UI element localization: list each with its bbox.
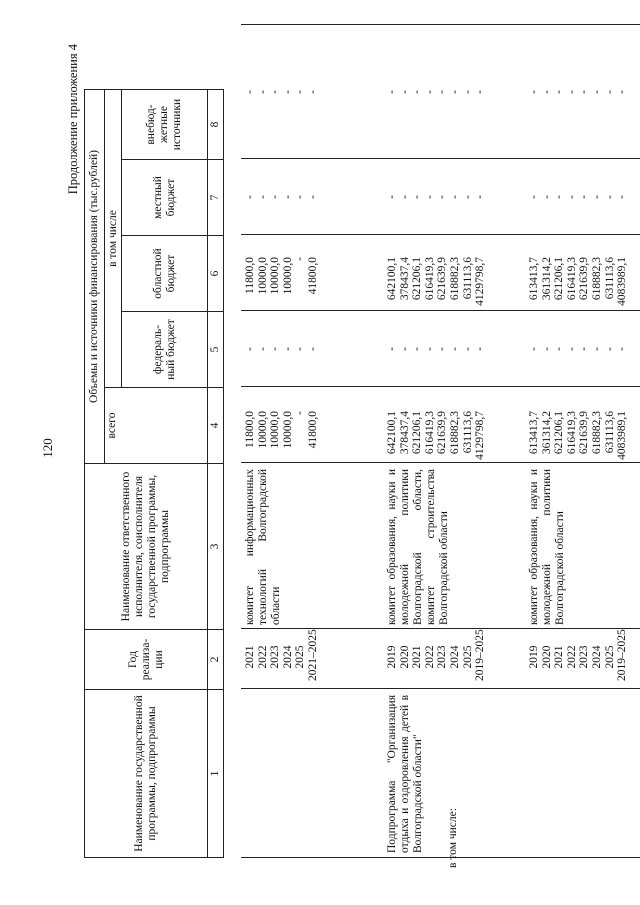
year-cell: 2022 xyxy=(256,645,269,669)
extrabudget-cell: - xyxy=(306,90,319,94)
extrabudget-cell: - xyxy=(540,90,553,94)
year-column-block-3 xyxy=(528,629,629,681)
extrabudget-cell: - xyxy=(281,90,294,94)
extrabudget-cell: - xyxy=(461,90,474,94)
total-cell: 642100,1 xyxy=(386,411,398,455)
year-cell: 2025 xyxy=(461,645,474,669)
regional-cell: 378437,4 xyxy=(398,257,411,301)
year-cell: 2022 xyxy=(423,645,436,669)
local-cell: - xyxy=(578,195,591,199)
total-cell: 10000,0 xyxy=(281,411,294,449)
regional-cell: - xyxy=(294,257,307,261)
year-cell: 2020 xyxy=(398,645,411,669)
year-cell: 2021 xyxy=(244,645,256,669)
regional-cell: 10000,0 xyxy=(269,257,282,295)
regional-cell: 4083989,1 xyxy=(616,257,629,306)
regional-cell: 613413,7 xyxy=(528,257,540,301)
year-cell: 2020 xyxy=(540,645,553,669)
year-cell: 2023 xyxy=(578,645,591,669)
table-body xyxy=(241,24,640,858)
federal-column-block-1 xyxy=(244,311,320,387)
regional-cell: 616419,3 xyxy=(423,257,436,301)
rotated-document xyxy=(60,22,640,872)
total-cell: 361314,2 xyxy=(540,411,553,455)
extrabudget-column-block-1 xyxy=(244,25,320,159)
header-total: всего xyxy=(105,388,208,464)
year-cell: 2025 xyxy=(603,645,616,669)
executor-text: комитет образования, науки и молодежной политики Волгоградской области xyxy=(528,469,566,625)
local-cell: - xyxy=(553,195,566,199)
federal-cell: - xyxy=(294,347,307,351)
regional-cell: 10000,0 xyxy=(281,257,294,295)
regional-cell: 621639,9 xyxy=(436,257,449,301)
header-program-name: Наименование государственной программы, подпрограммы xyxy=(85,690,208,858)
extrabudget-cell: - xyxy=(398,90,411,94)
extrabudget-cell: - xyxy=(616,90,629,94)
total-cell: 631113,6 xyxy=(461,411,474,454)
regional-cell: 41800,0 xyxy=(306,257,319,295)
local-cell: - xyxy=(306,195,319,199)
extrabudget-cell: - xyxy=(436,90,449,94)
in-that-number-label: в том числе: xyxy=(447,808,459,868)
total-cell: 41800,0 xyxy=(306,411,319,449)
extrabudget-cell: - xyxy=(411,90,424,94)
total-column-block-3 xyxy=(528,411,629,461)
total-cell: 616419,3 xyxy=(565,411,578,455)
header-extrabudget: внебюд-жетные источники xyxy=(122,90,208,160)
extrabudget-cell: - xyxy=(603,90,616,94)
local-cell: - xyxy=(398,195,411,199)
year-cell: 2019–2025 xyxy=(616,629,629,681)
federal-cell: - xyxy=(244,347,256,351)
col-num-7: 7 xyxy=(208,160,224,236)
federal-cell: - xyxy=(411,347,424,351)
extrabudget-cell: - xyxy=(423,90,436,94)
col-num-1: 1 xyxy=(208,690,224,858)
extrabudget-cell: - xyxy=(448,90,461,94)
year-column-block-2 xyxy=(386,629,487,681)
local-cell: - xyxy=(411,195,424,199)
year-cell: 2024 xyxy=(448,645,461,669)
local-cell: - xyxy=(616,195,629,199)
col-num-2: 2 xyxy=(208,630,224,690)
col-num-5: 5 xyxy=(208,312,224,388)
year-cell: 2021–2025 xyxy=(306,629,319,681)
federal-cell: - xyxy=(461,347,474,351)
regional-cell: 621639,9 xyxy=(578,257,591,301)
regional-column-block-2 xyxy=(386,257,487,309)
header-year: Год реализа-ции xyxy=(85,630,208,690)
local-cell: - xyxy=(603,195,616,199)
federal-cell: - xyxy=(474,347,487,351)
header-funding: Объемы и источники финансирования (тыс.рублей) xyxy=(85,90,105,464)
extrabudget-cell: - xyxy=(528,90,540,94)
total-cell: - xyxy=(294,411,307,415)
local-cell: - xyxy=(436,195,449,199)
page-number: 120 xyxy=(40,438,55,458)
col-num-4: 4 xyxy=(208,388,224,464)
local-cell: - xyxy=(294,195,307,199)
regional-cell: 621206,1 xyxy=(553,257,566,301)
regional-cell: 631113,6 xyxy=(603,257,616,300)
local-cell: - xyxy=(281,195,294,199)
total-column-block-2 xyxy=(386,411,487,461)
regional-cell: 361314,2 xyxy=(540,257,553,301)
year-cell: 2025 xyxy=(294,645,307,669)
regional-cell: 621206,1 xyxy=(411,257,424,301)
local-cell: - xyxy=(423,195,436,199)
federal-cell: - xyxy=(256,347,269,351)
federal-cell: - xyxy=(565,347,578,351)
local-column-block-1 xyxy=(244,159,320,235)
local-cell: - xyxy=(448,195,461,199)
local-cell: - xyxy=(474,195,487,199)
regional-cell: 642100,1 xyxy=(386,257,398,301)
local-cell: - xyxy=(590,195,603,199)
local-cell: - xyxy=(269,195,282,199)
federal-cell: - xyxy=(590,347,603,351)
extrabudget-cell: - xyxy=(269,90,282,94)
year-cell: 2022 xyxy=(565,645,578,669)
continuation-label: Продолжение приложения 4 xyxy=(66,44,80,195)
total-cell: 378437,4 xyxy=(398,411,411,455)
regional-cell: 616419,3 xyxy=(565,257,578,301)
header-local: местный бюджет xyxy=(122,160,208,236)
federal-cell: - xyxy=(616,347,629,351)
extrabudget-cell: - xyxy=(256,90,269,94)
extrabudget-cell: - xyxy=(553,90,566,94)
federal-cell: - xyxy=(306,347,319,351)
federal-cell: - xyxy=(386,347,398,351)
extrabudget-cell: - xyxy=(386,90,398,94)
year-cell: 2024 xyxy=(281,645,294,669)
total-cell: 10000,0 xyxy=(256,411,269,449)
regional-column-block-1 xyxy=(244,257,320,309)
header-executor: Наименование ответственного исполнителя, соисполнителя государственной программы, подпрограммы xyxy=(85,464,208,630)
local-cell: - xyxy=(461,195,474,199)
federal-cell: - xyxy=(528,347,540,351)
regional-column-block-3 xyxy=(528,257,629,309)
total-cell: 10000,0 xyxy=(269,411,282,449)
total-cell: 621206,1 xyxy=(411,411,424,455)
total-cell: 613413,7 xyxy=(528,411,540,455)
local-cell: - xyxy=(244,195,256,199)
extrabudget-column-block-3 xyxy=(528,25,629,159)
year-cell: 2021 xyxy=(553,645,566,669)
regional-cell: 11800,0 xyxy=(244,257,256,294)
total-cell: 621639,9 xyxy=(578,411,591,455)
local-cell: - xyxy=(256,195,269,199)
extrabudget-cell: - xyxy=(244,90,256,94)
federal-column-block-2 xyxy=(386,311,487,387)
extrabudget-cell: - xyxy=(590,90,603,94)
total-cell: 618882,3 xyxy=(448,411,461,455)
local-cell: - xyxy=(528,195,540,199)
federal-cell: - xyxy=(398,347,411,351)
col-num-3: 3 xyxy=(208,464,224,630)
header-federal: федераль-ный бюджет xyxy=(122,312,208,388)
header-table xyxy=(84,89,224,858)
total-cell: 11800,0 xyxy=(244,411,256,448)
year-cell: 2023 xyxy=(436,645,449,669)
executor-text: комитет информационных технологий Волгоградской области xyxy=(244,469,282,625)
year-cell: 2019 xyxy=(528,645,540,669)
regional-cell: 10000,0 xyxy=(256,257,269,295)
federal-cell: - xyxy=(269,347,282,351)
total-cell: 621206,1 xyxy=(553,411,566,455)
local-column-block-2 xyxy=(386,159,487,235)
regional-cell: 618882,3 xyxy=(590,257,603,301)
federal-cell: - xyxy=(281,347,294,351)
regional-cell: 4129798,7 xyxy=(474,257,487,306)
regional-cell: 631113,6 xyxy=(461,257,474,300)
federal-cell: - xyxy=(578,347,591,351)
year-cell: 2024 xyxy=(590,645,603,669)
extrabudget-cell: - xyxy=(294,90,307,94)
total-cell: 631113,6 xyxy=(603,411,616,454)
local-column-block-3 xyxy=(528,159,629,235)
extrabudget-cell: - xyxy=(578,90,591,94)
extrabudget-column-block-2 xyxy=(386,25,487,159)
local-cell: - xyxy=(540,195,553,199)
subprogram-name: Подпрограмма "Организация отдыха и оздоровления детей в Волгоградской области" xyxy=(386,695,424,853)
year-cell: 2021 xyxy=(411,645,424,669)
local-cell: - xyxy=(565,195,578,199)
year-cell: 2019–2025 xyxy=(474,629,487,681)
year-cell: 2019 xyxy=(386,645,398,669)
year-column-block-1 xyxy=(244,629,320,681)
federal-cell: - xyxy=(448,347,461,351)
federal-cell: - xyxy=(603,347,616,351)
federal-cell: - xyxy=(423,347,436,351)
federal-cell: - xyxy=(436,347,449,351)
header-regional: областной бюджет xyxy=(122,236,208,312)
federal-cell: - xyxy=(540,347,553,351)
year-cell: 2023 xyxy=(269,645,282,669)
total-cell: 621639,9 xyxy=(436,411,449,455)
local-cell: - xyxy=(386,195,398,199)
total-cell: 4083989,1 xyxy=(616,411,629,460)
total-cell: 618882,3 xyxy=(590,411,603,455)
col-num-6: 6 xyxy=(208,236,224,312)
total-cell: 616419,3 xyxy=(423,411,436,455)
extrabudget-cell: - xyxy=(474,90,487,94)
federal-column-block-3 xyxy=(528,311,629,387)
total-cell: 4129798,7 xyxy=(474,411,487,460)
total-column-block-1 xyxy=(244,411,320,461)
executor-text: комитет образования, науки и молодежной политики Волгоградской области, комитет строительства Волгоградской области xyxy=(386,469,450,625)
col-num-8: 8 xyxy=(208,90,224,160)
extrabudget-cell: - xyxy=(565,90,578,94)
federal-cell: - xyxy=(553,347,566,351)
regional-cell: 618882,3 xyxy=(448,257,461,301)
header-including: в том числе xyxy=(105,90,122,388)
